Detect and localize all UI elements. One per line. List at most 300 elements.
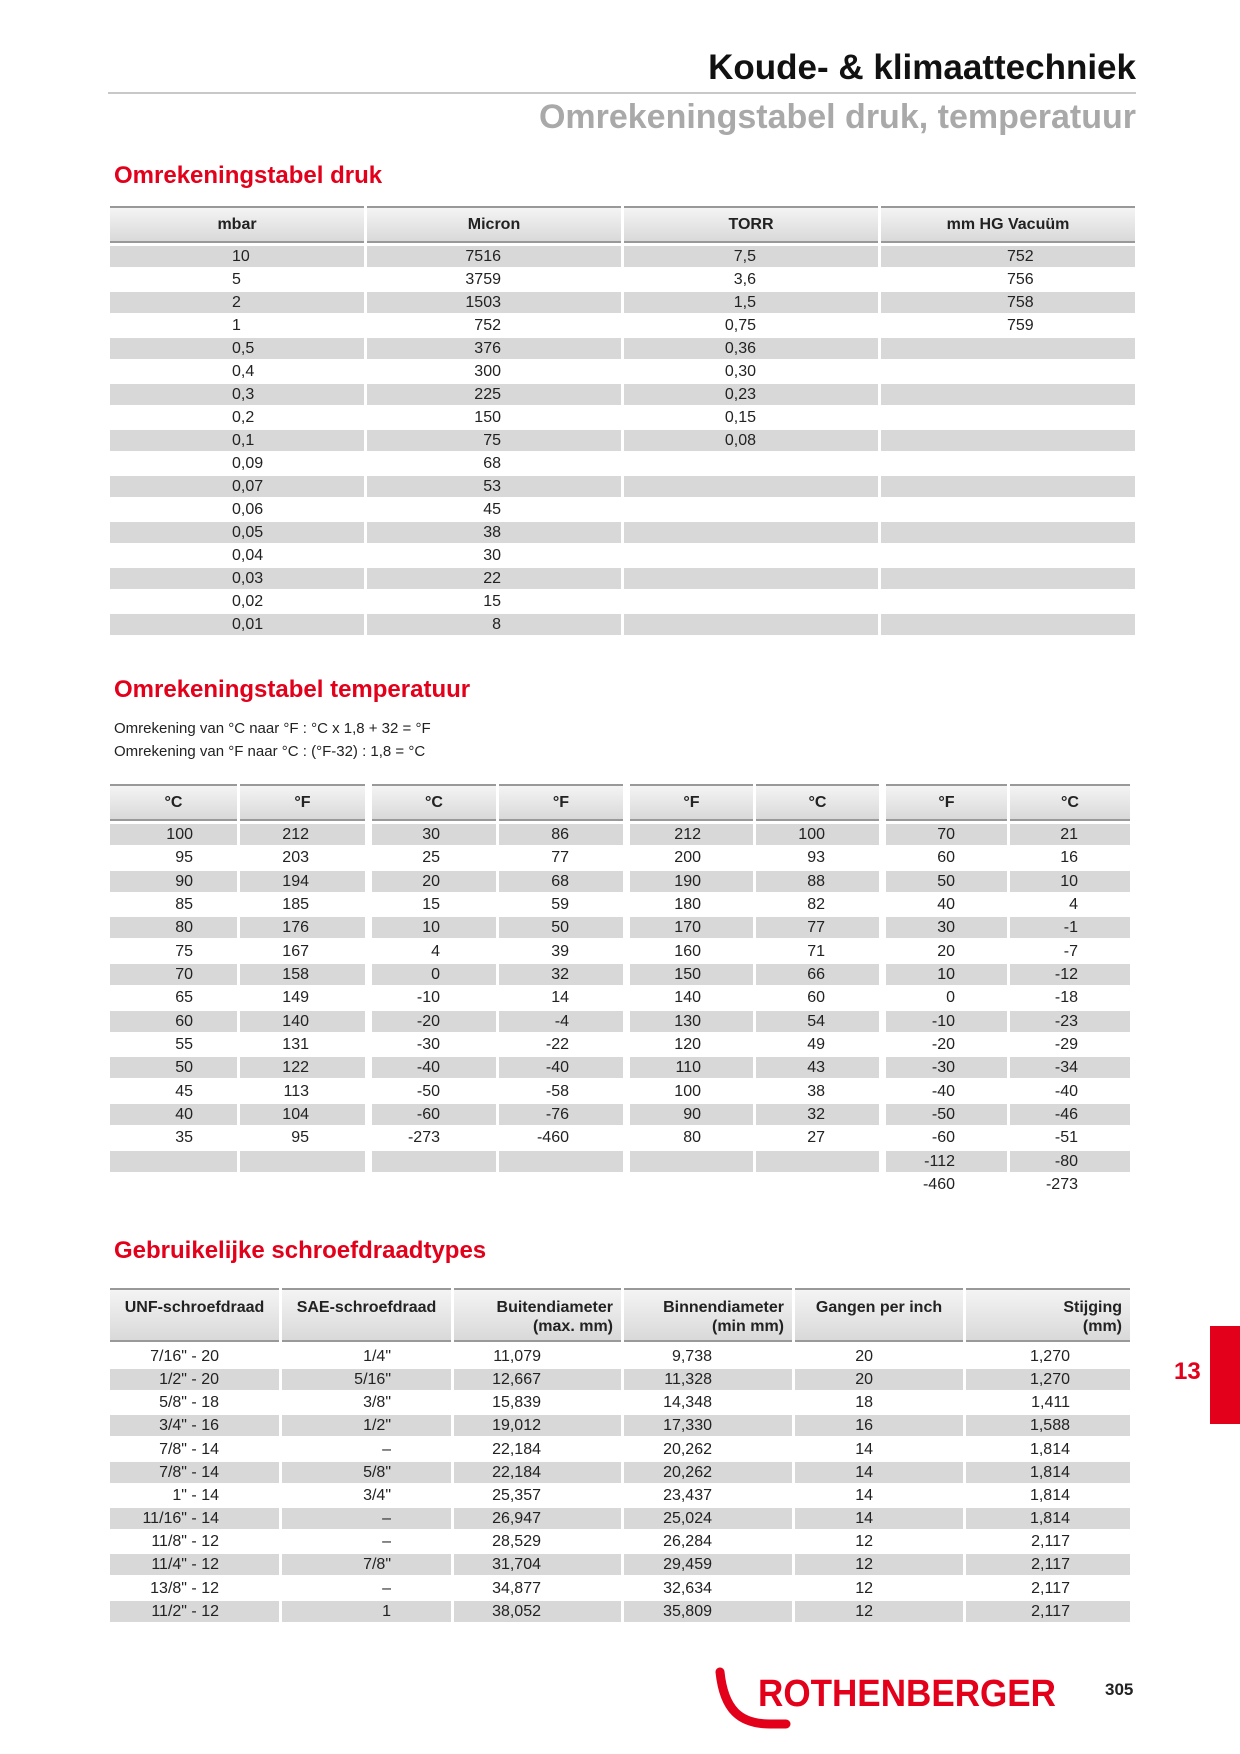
pressure-cell: 10	[110, 246, 364, 267]
threads-header-line2: (mm)	[1082, 1318, 1122, 1335]
threads-column-header	[966, 1288, 1130, 1342]
threads-cell: 1,411	[1031, 1394, 1070, 1412]
temperature-row	[110, 1057, 1130, 1078]
threads-cell: 1,588	[966, 1415, 1130, 1436]
temperature-cell: -20	[931, 1035, 955, 1053]
temperature-column-header: °C	[1010, 784, 1130, 821]
brand-wordmark: ROTHENBERGER	[758, 1673, 1056, 1715]
threads-cell: 19,012	[454, 1415, 621, 1436]
temperature-cell: 10	[1010, 871, 1130, 892]
temperature-cell: 38	[807, 1082, 825, 1100]
pressure-cell: 0,04	[232, 547, 264, 564]
temperature-row	[110, 1081, 1130, 1102]
threads-header-line1: Binnendiameter	[663, 1299, 784, 1316]
pressure-row	[110, 522, 1135, 543]
threads-cell: 2,117	[966, 1601, 1130, 1622]
threads-cell: 11,328	[624, 1369, 792, 1390]
temperature-cell: 10	[372, 917, 496, 938]
pressure-cell: 0,06	[232, 501, 264, 518]
pressure-cell	[624, 453, 878, 474]
threads-cell: 12	[795, 1554, 963, 1575]
pressure-cell: 0,02	[232, 593, 264, 610]
pressure-cell: 1,5	[624, 292, 878, 313]
temperature-cell: 75	[175, 942, 193, 960]
page-subtitle: Omrekeningstabel druk, temperatuur	[538, 98, 1136, 136]
pressure-row	[110, 430, 1135, 451]
temperature-cell	[630, 1174, 753, 1195]
pressure-cell: 0,30	[724, 363, 756, 380]
chapter-tab	[1210, 1326, 1240, 1424]
temperature-cell: -40	[1054, 1082, 1078, 1100]
pressure-cell: 0,23	[624, 384, 878, 405]
threads-row	[110, 1415, 1130, 1436]
pressure-row	[110, 361, 1135, 382]
threads-column-header	[110, 1288, 279, 1342]
temperature-column-header: °F	[240, 784, 365, 821]
pressure-cell: 75	[367, 430, 621, 451]
temperature-cell: 100	[756, 824, 879, 845]
pressure-cell: 0,36	[624, 338, 878, 359]
threads-cell: 1,814	[1029, 1440, 1070, 1458]
temperature-cell: 203	[282, 849, 309, 867]
threads-cell: 32,634	[663, 1579, 712, 1597]
temperature-cell: 90	[110, 871, 237, 892]
temperature-cell: 35	[175, 1129, 193, 1147]
threads-cell: 20,262	[624, 1462, 792, 1483]
pressure-heading: Omrekeningstabel druk	[114, 162, 383, 189]
pressure-cell: 759	[1007, 317, 1034, 334]
threads-row	[110, 1578, 1130, 1599]
temperature-cell	[240, 1151, 365, 1172]
pressure-cell: 756	[1007, 271, 1034, 288]
temperature-cell: 14	[551, 989, 569, 1007]
temperature-cell	[372, 1174, 496, 1195]
threads-cell: 23,437	[663, 1486, 712, 1504]
pressure-cell	[624, 499, 878, 520]
threads-row	[110, 1531, 1130, 1552]
temperature-row	[110, 1011, 1130, 1032]
temperature-cell: 71	[807, 942, 825, 960]
threads-cell: 25,024	[624, 1508, 792, 1529]
temperature-cell: 4	[1069, 895, 1078, 913]
pressure-row	[110, 568, 1135, 589]
temperature-cell: 110	[630, 1057, 753, 1078]
threads-cell: 20	[855, 1348, 873, 1365]
pressure-cell	[881, 407, 1135, 428]
temperature-cell: 80	[683, 1129, 701, 1147]
temperature-cell: 40	[937, 895, 955, 913]
threads-cell: 2,117	[1031, 1533, 1070, 1551]
threads-header-line1: UNF-schroefdraad	[124, 1299, 265, 1316]
pressure-row	[110, 315, 1135, 336]
threads-cell: 14	[795, 1508, 963, 1529]
header-divider	[108, 92, 1136, 94]
temperature-row	[110, 941, 1130, 962]
temperature-cell	[110, 1174, 237, 1195]
temperature-cell: 95	[175, 849, 193, 867]
pressure-cell: 53	[367, 476, 621, 497]
temperature-cell	[630, 1151, 753, 1172]
temperature-cell: 65	[175, 989, 193, 1007]
temperature-cell: 130	[630, 1011, 753, 1032]
pressure-column-header: Micron	[367, 206, 621, 243]
chapter-number: 13	[1174, 1358, 1201, 1385]
threads-cell: 7/8" - 14	[159, 1440, 219, 1458]
pressure-cell: 8	[367, 614, 621, 635]
temperature-cell: 45	[175, 1082, 193, 1100]
threads-cell: 1/4"	[363, 1348, 391, 1365]
temperature-cell: 49	[807, 1035, 825, 1053]
pressure-cell	[624, 476, 878, 497]
pressure-cell	[881, 476, 1135, 497]
pressure-cell	[881, 568, 1135, 589]
threads-cell: 20	[795, 1369, 963, 1390]
threads-row	[110, 1462, 1130, 1483]
pressure-cell: 68	[483, 455, 501, 472]
threads-cell: 1,814	[1029, 1486, 1070, 1504]
temperature-cell: -23	[1010, 1011, 1130, 1032]
threads-cell: 11/2" - 12	[110, 1601, 279, 1622]
threads-row	[110, 1485, 1130, 1506]
temperature-row	[110, 917, 1130, 938]
temperature-cell: -60	[931, 1129, 955, 1147]
threads-cell: 18	[855, 1394, 873, 1412]
pressure-cell: 0,05	[110, 522, 364, 543]
pressure-cell: 15	[483, 593, 501, 610]
temperature-cell: 4	[431, 942, 440, 960]
page-title: Koude- & klimaattechniek	[708, 48, 1136, 87]
temperature-note-f-to-c: Omrekening van °F naar °C : (°F-32) : 1,8 = °C	[114, 743, 426, 760]
pressure-row	[110, 384, 1135, 405]
temperature-cell: 140	[240, 1011, 365, 1032]
temperature-cell: -76	[499, 1104, 623, 1125]
temperature-cell: -50	[416, 1082, 440, 1100]
temperature-cell: 170	[630, 917, 753, 938]
threads-cell: 26,284	[663, 1533, 712, 1551]
threads-cell: 12	[795, 1601, 963, 1622]
temperature-column-header: °F	[499, 784, 623, 821]
threads-header-line1: Buitendiameter	[496, 1299, 613, 1316]
temperature-column-header: °F	[630, 784, 753, 821]
temperature-cell	[240, 1174, 365, 1195]
temperature-cell: -12	[1010, 964, 1130, 985]
temperature-cell: -46	[1010, 1104, 1130, 1125]
temperature-cell: -30	[416, 1035, 440, 1053]
temperature-cell: 150	[630, 964, 753, 985]
threads-cell: 2,117	[966, 1554, 1130, 1575]
temperature-cell: 100	[110, 824, 237, 845]
pressure-cell: 38	[367, 522, 621, 543]
rothenberger-logo-icon	[712, 1662, 1072, 1732]
temperature-cell: -60	[372, 1104, 496, 1125]
pressure-cell: 0,2	[232, 409, 255, 426]
pressure-cell: 752	[881, 246, 1135, 267]
threads-cell: 26,947	[454, 1508, 621, 1529]
threads-cell: 22,184	[492, 1440, 541, 1458]
temperature-cell	[499, 1174, 623, 1195]
temperature-cell: 40	[110, 1104, 237, 1125]
temperature-cell: -58	[545, 1082, 569, 1100]
temperature-cell: 25	[422, 849, 440, 867]
temperature-cell: -4	[499, 1011, 623, 1032]
threads-cell: 31,704	[454, 1554, 621, 1575]
temperature-row	[110, 894, 1130, 915]
pressure-row	[110, 269, 1135, 290]
threads-cell: 25,357	[492, 1486, 541, 1504]
pressure-cell: 0,08	[624, 430, 878, 451]
temperature-cell: 70	[110, 964, 237, 985]
pressure-cell: 758	[881, 292, 1135, 313]
temperature-cell: 60	[110, 1011, 237, 1032]
pressure-cell	[881, 430, 1135, 451]
pressure-cell: 752	[474, 317, 501, 334]
temperature-cell: 20	[372, 871, 496, 892]
threads-cell: 1,814	[966, 1508, 1130, 1529]
temperature-cell: 160	[674, 942, 701, 960]
threads-cell: 1,270	[1029, 1348, 1070, 1365]
temperature-heading: Omrekeningstabel temperatuur	[114, 676, 471, 703]
threads-cell: 14	[855, 1440, 873, 1458]
pressure-row	[110, 545, 1135, 566]
temperature-cell: 55	[175, 1035, 193, 1053]
threads-cell: 1,270	[966, 1369, 1130, 1390]
pressure-cell	[881, 545, 1135, 566]
temperature-cell: 68	[499, 871, 623, 892]
threads-cell: 22,184	[454, 1462, 621, 1483]
threads-cell: 12	[855, 1579, 873, 1597]
threads-cell: 34,877	[492, 1579, 541, 1597]
pressure-cell	[624, 568, 878, 589]
temperature-cell: 140	[674, 989, 701, 1007]
threads-cell: 35,809	[624, 1601, 792, 1622]
threads-cell: 20,262	[663, 1440, 712, 1458]
temperature-cell: 32	[756, 1104, 879, 1125]
rothenberger-logo	[712, 1662, 1072, 1732]
pressure-cell	[881, 522, 1135, 543]
temperature-cell: -20	[372, 1011, 496, 1032]
pressure-row	[110, 338, 1135, 359]
temperature-cell: 66	[756, 964, 879, 985]
pressure-cell: 0,03	[110, 568, 364, 589]
threads-cell: 7/8"	[282, 1554, 451, 1575]
temperature-cell: 200	[674, 849, 701, 867]
temperature-cell: 100	[674, 1082, 701, 1100]
threads-cell: 16	[795, 1415, 963, 1436]
temperature-cell: 50	[886, 871, 1007, 892]
pressure-row	[110, 246, 1135, 267]
pressure-cell: 0,75	[724, 317, 756, 334]
threads-cell: 28,529	[492, 1533, 541, 1551]
threads-header-line1: Gangen per inch	[815, 1299, 943, 1316]
pressure-cell: 0,01	[110, 614, 364, 635]
temperature-cell	[499, 1151, 623, 1172]
temperature-cell: 167	[282, 942, 309, 960]
temperature-cell: 43	[756, 1057, 879, 1078]
temperature-cell: 30	[886, 917, 1007, 938]
temperature-cell	[756, 1174, 879, 1195]
threads-cell: 1,814	[966, 1462, 1130, 1483]
temperature-cell: 82	[807, 895, 825, 913]
pressure-cell: 225	[367, 384, 621, 405]
temperature-cell: 70	[886, 824, 1007, 845]
temperature-cell: 60	[937, 849, 955, 867]
threads-cell: 5/8"	[282, 1462, 451, 1483]
temperature-cell: 120	[674, 1035, 701, 1053]
pressure-row	[110, 407, 1135, 428]
threads-cell: 9,738	[671, 1348, 712, 1365]
temperature-column-header: °C	[110, 784, 237, 821]
threads-cell: 5/8" - 18	[159, 1394, 219, 1412]
pressure-cell	[881, 361, 1135, 382]
pressure-cell: 300	[474, 363, 501, 380]
temperature-cell: -40	[499, 1057, 623, 1078]
threads-header-line1: SAE-schroefdraad	[296, 1299, 437, 1316]
pressure-cell	[881, 499, 1135, 520]
temperature-cell: -460	[922, 1175, 955, 1193]
threads-row	[110, 1392, 1130, 1413]
pressure-cell	[881, 384, 1135, 405]
threads-row	[110, 1508, 1130, 1529]
temperature-note-c-to-f: Omrekening van °C naar °F : °C x 1,8 + 32 = °F	[114, 720, 431, 737]
pressure-cell: 0,3	[110, 384, 364, 405]
threads-row	[110, 1439, 1130, 1460]
temperature-row	[110, 824, 1130, 845]
temperature-cell: -22	[545, 1035, 569, 1053]
temperature-cell: 54	[756, 1011, 879, 1032]
temperature-row	[110, 1034, 1130, 1055]
temperature-cell: 32	[499, 964, 623, 985]
temperature-cell: 20	[937, 942, 955, 960]
threads-cell: 5/16"	[282, 1369, 451, 1390]
threads-cell: 12,667	[454, 1369, 621, 1390]
threads-cell: 12	[855, 1533, 873, 1551]
temperature-cell: 16	[1060, 849, 1078, 867]
temperature-cell: -10	[416, 989, 440, 1007]
pressure-cell	[624, 614, 878, 635]
temperature-cell: 212	[630, 824, 753, 845]
threads-cell: 2,117	[1031, 1579, 1070, 1597]
temperature-cell: 113	[283, 1082, 309, 1100]
temperature-cell: 80	[110, 917, 237, 938]
temperature-row	[110, 847, 1130, 868]
threads-cell: 11,079	[493, 1348, 541, 1365]
threads-cell: 11/8" - 12	[151, 1533, 219, 1551]
temperature-cell: 131	[282, 1035, 309, 1053]
threads-column-header	[795, 1288, 963, 1342]
threads-cell: 7/8" - 14	[110, 1462, 279, 1483]
temperature-cell: 95	[291, 1129, 309, 1147]
threads-cell: 3/4" - 16	[110, 1415, 279, 1436]
temperature-cell: 77	[551, 849, 569, 867]
pressure-cell: 0,4	[232, 363, 255, 380]
threads-cell: 1/2"	[282, 1415, 451, 1436]
pressure-row	[110, 614, 1135, 635]
threads-cell: 11/4" - 12	[110, 1554, 279, 1575]
temperature-cell: 60	[807, 989, 825, 1007]
threads-column-header	[282, 1288, 451, 1342]
threads-cell: –	[382, 1440, 391, 1458]
pressure-cell	[881, 614, 1135, 635]
threads-cell: 1" - 14	[172, 1486, 219, 1504]
temperature-row	[110, 1174, 1130, 1195]
temperature-cell	[110, 1151, 237, 1172]
temperature-row	[110, 1104, 1130, 1125]
temperature-cell: 10	[886, 964, 1007, 985]
temperature-cell: 194	[240, 871, 365, 892]
threads-cell: 15,839	[492, 1394, 541, 1412]
pressure-cell: 0,07	[110, 476, 364, 497]
temperature-cell	[756, 1151, 879, 1172]
pressure-cell: 5	[232, 271, 241, 288]
pressure-cell: 3759	[465, 271, 501, 288]
temperature-cell: 212	[240, 824, 365, 845]
temperature-cell: 104	[240, 1104, 365, 1125]
temperature-row	[110, 987, 1130, 1008]
temperature-cell: 122	[240, 1057, 365, 1078]
temperature-cell: 88	[756, 871, 879, 892]
temperature-cell: 59	[551, 895, 569, 913]
threads-cell: 14	[855, 1486, 873, 1504]
threads-cell: 17,330	[624, 1415, 792, 1436]
temperature-cell: 85	[175, 895, 193, 913]
pressure-cell: 0,1	[110, 430, 364, 451]
temperature-cell	[372, 1151, 496, 1172]
pressure-cell: 0,15	[724, 409, 756, 426]
threads-row	[110, 1601, 1130, 1622]
threads-cell: –	[382, 1579, 391, 1597]
temperature-row	[110, 871, 1130, 892]
threads-cell: 3/8"	[363, 1394, 391, 1412]
pressure-cell	[881, 453, 1135, 474]
pressure-cell: 7,5	[624, 246, 878, 267]
temperature-cell: 190	[630, 871, 753, 892]
temperature-cell: 86	[499, 824, 623, 845]
threads-cell: 14,348	[663, 1394, 712, 1412]
pressure-cell	[624, 522, 878, 543]
threads-cell: 3/4"	[363, 1486, 391, 1504]
temperature-cell: 158	[240, 964, 365, 985]
threads-column-header	[454, 1288, 621, 1342]
temperature-cell: 50	[110, 1057, 237, 1078]
temperature-cell: -80	[1010, 1151, 1130, 1172]
threads-cell: –	[382, 1533, 391, 1551]
pressure-cell	[624, 591, 878, 612]
pressure-cell: 150	[474, 409, 501, 426]
temperature-cell: -40	[372, 1057, 496, 1078]
pressure-cell: 7516	[367, 246, 621, 267]
temperature-header-row	[110, 784, 1130, 821]
threads-column-header	[624, 1288, 792, 1342]
temperature-column-header: °C	[756, 784, 879, 821]
temperature-cell: -34	[1010, 1057, 1130, 1078]
pressure-cell	[624, 545, 878, 566]
temperature-cell: 90	[630, 1104, 753, 1125]
temperature-cell: 0	[372, 964, 496, 985]
temperature-row	[110, 1127, 1130, 1148]
temperature-cell: 30	[372, 824, 496, 845]
threads-cell: 7/16" - 20	[150, 1348, 219, 1365]
threads-row	[110, 1346, 1130, 1367]
pressure-cell: 1503	[367, 292, 621, 313]
pressure-row	[110, 453, 1135, 474]
temperature-cell: 39	[551, 942, 569, 960]
temperature-cell: -18	[1054, 989, 1078, 1007]
pressure-cell: 45	[483, 501, 501, 518]
temperature-cell: 0	[946, 989, 955, 1007]
pressure-cell: 3,6	[733, 271, 756, 288]
threads-cell: 11/16" - 14	[110, 1508, 279, 1529]
threads-header-line1: Stijging	[1063, 1299, 1122, 1316]
